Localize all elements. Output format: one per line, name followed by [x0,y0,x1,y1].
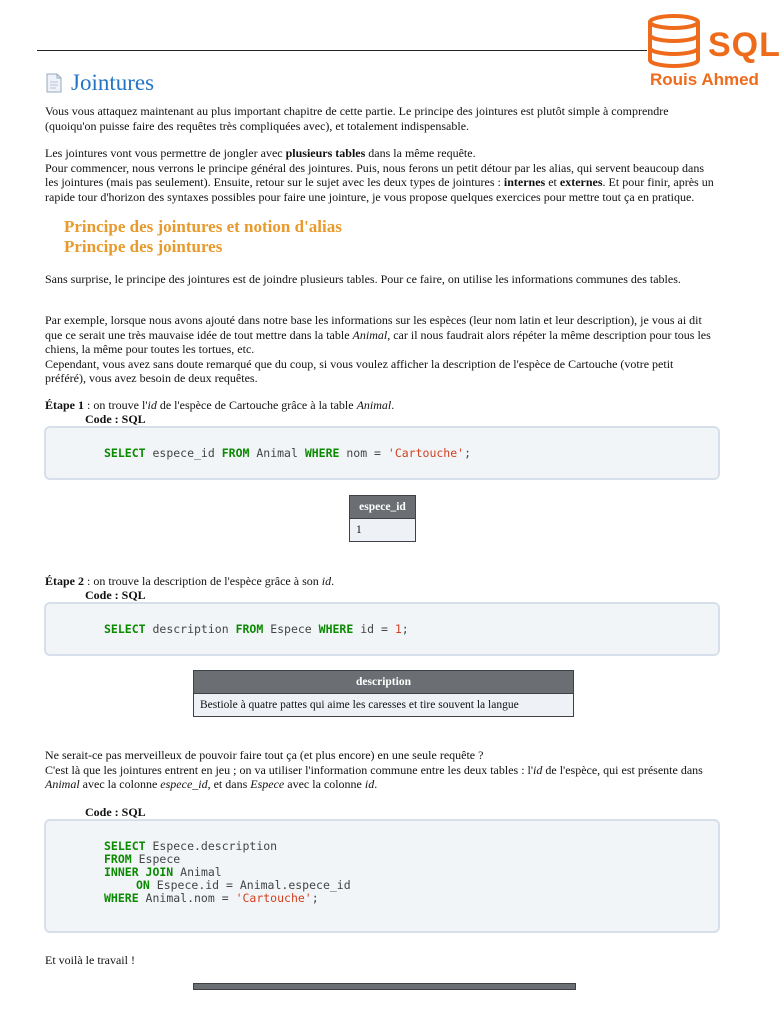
title-text: Jointures [71,70,155,95]
sql-keyword: FROM [221,446,250,460]
text-span: , car il nous faudrait alors répéter la même description pour tous les chiens, la même pour toutes les tortues, etc. [45,327,711,356]
subsection-heading: Principe des jointures [64,237,223,256]
text-span: . Et pour finir, après un rapide tour d'horizon des syntaxes possibles pour faire une jointure, je vous propose quelques exercices pour mettre tout ça en pratique. [45,175,714,204]
text-span: avec la colonne [284,777,365,791]
intro-paragraph-2 [45,146,715,204]
sql-text: Espece [131,852,181,866]
bold-term: plusieurs tables [285,146,366,160]
code-line [136,878,351,892]
sql-text: ; [311,891,319,905]
sql-keyword: SELECT [104,622,146,636]
italic-term: Animal [356,398,392,412]
italic-term: Espece [250,777,285,791]
italic-term: id [533,762,543,777]
sql-text: description [145,622,236,636]
sql-text: Espece.description [145,839,278,853]
code-line [104,622,409,636]
code-block-1[interactable] [44,426,720,480]
document-icon [45,73,63,93]
text-span: Ne serait-ce pas merveilleux de pouvoir faire tout ça (et plus encore) en une seule requête ? [45,748,484,762]
text-span: de l'espèce de Cartouche grâce à la table [156,398,357,412]
result-table-2 [193,670,574,717]
step-1-text [45,398,715,413]
section-heading: Principe des jointures et notion d'alias [64,217,342,236]
text-span: , et dans [207,777,251,791]
table-cell: 1 [350,519,416,542]
text-span: : on trouve l' [84,398,148,412]
sql-logo [646,14,781,94]
body-paragraph-conclusion: Et voilà le travail ! [45,953,135,967]
sql-text: Espece [263,622,319,636]
author-name: Rouis Ahmed [650,70,759,89]
body-paragraph-principle: Sans surprise, le principe des jointures est de joindre plusieurs tables. Pour ce faire, on utilise les informations communes des tables. [45,272,681,286]
sql-keyword: SELECT [104,446,146,460]
body-paragraph-example [45,313,715,386]
column-header: espece_id [350,496,416,519]
italic-term: id [321,574,332,588]
text-span: et [545,175,560,189]
header-rule [37,50,647,51]
code-block-2[interactable] [44,602,720,656]
sql-keyword: INNER JOIN [104,865,174,879]
code-line [104,852,180,866]
sql-keyword: WHERE [318,622,354,636]
text-span: Les jointures vont vous permettre de jongler avec [45,146,286,160]
sql-keyword: SELECT [104,839,146,853]
body-paragraph-join [45,748,715,792]
sql-keyword: FROM [104,852,132,866]
text-span: Cependant, vous avez sans doute remarqué que du coup, si vous voulez afficher la description de l'espèce de Cartouche (votre petit préféré), vous avez besoin de deux requêtes. [45,356,674,385]
step-label: Étape 2 [45,574,84,588]
sql-text: ; [464,446,472,460]
page-title [45,70,154,96]
bold-term: externes [559,175,603,189]
sql-text: id = [353,622,395,636]
text-span: dans la même requête. [365,146,476,160]
code-label: Code : SQL [85,805,146,819]
sql-text: nom = [339,446,388,460]
logo-text: SQL [708,26,781,64]
text-span: de l'espèce, qui est présente dans [542,762,703,777]
text-span: C'est là que les jointures entrent en jeu ; on va utiliser l'information commune entre les deux tables : l' [45,762,534,777]
result-table-3-header [193,983,576,990]
table-cell: Bestiole à quatre pattes qui aime les caresses et tire souvent la langue [194,694,574,717]
text-span: Par exemple, lorsque nous avons ajouté dans notre base les informations sur les espèces (leur nom latin et leur description), je vous ai dit que ce serait une très mauvaise idée de tout mettre dans la table [45,313,702,342]
sql-text: Animal [249,446,305,460]
sql-keyword: ON [136,878,150,892]
sql-number: 1 [394,622,402,636]
italic-term: espece_id [160,777,208,791]
intro-paragraph-1: Vous vous attaquez maintenant au plus important chapitre de cette partie. Le principe des jointures est plutôt simple à comprendre (quoiqu'on puisse faire des requêtes très compliquées avec), et totalement indispensable. [45,104,669,133]
text-span: : on trouve la description de l'espèce grâce à son [84,574,322,588]
sql-string: 'Cartouche' [235,891,312,905]
sql-text: ; [401,622,409,636]
code-line [104,865,222,879]
sql-text: Animal [173,865,222,879]
code-label: Code : SQL [85,412,146,426]
italic-term: id [364,777,375,791]
result-table-1 [349,495,416,542]
text-span: . [374,777,378,791]
code-line [104,446,471,460]
italic-term: Animal [45,777,80,791]
column-header: description [194,671,574,694]
bold-term: internes [503,175,546,189]
code-label: Code : SQL [85,588,146,602]
code-block-3[interactable] [44,819,720,933]
text-span: . [331,574,335,588]
sql-keyword: WHERE [104,891,139,905]
step-label: Étape 1 [45,398,84,412]
sql-text: espece_id [145,446,222,460]
text-span: avec la colonne [79,777,161,791]
sql-text: Animal.nom = [138,891,236,905]
code-line [104,839,277,853]
italic-term: Animal [352,327,388,342]
code-line [104,891,319,905]
step-2-text [45,574,715,589]
text-span: . [391,398,395,412]
sql-string: 'Cartouche' [387,446,465,460]
sql-keyword: FROM [235,622,264,636]
text-span: Pour commencer, nous verrons le principe général des jointures. Puis, nous ferons un petit détour par les alias, qui servent beaucoup dans les jointures (mais pas seulement). Ensuite, retour sur le sujet avec les deux types de jointures : [45,160,705,189]
database-icon [646,14,702,68]
italic-term: id [147,398,157,412]
sql-keyword: WHERE [304,446,340,460]
sql-text: Espece.id = Animal.espece_id [149,878,351,892]
